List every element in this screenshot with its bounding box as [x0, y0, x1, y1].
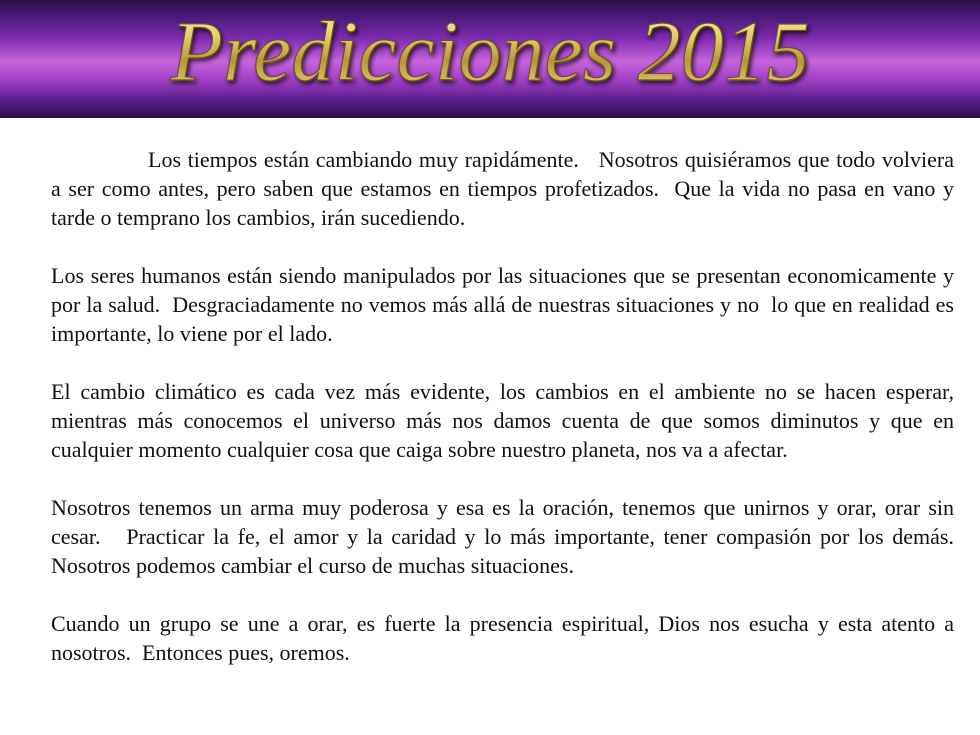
paragraph-4: Nosotros tenemos un arma muy poderosa y esa es la oración, tenemos que unirnos y orar, orar sin cesar. Practicar la fe, el amor y la caridad y lo más importante, tener compasión por los demás. Nosotros podemos cambiar el curso de muchas situaciones. — [51, 495, 965, 578]
banner-title-graphic — [0, 0, 980, 118]
article-body — [51, 145, 965, 696]
paragraph-1: Los tiempos están cambiando muy rapidámente. Nosotros quisiéramos que todo volviera a ser como antes, pero saben que estamos en tiempos profetizados. Que la vida no pasa en vano y tarde o temprano los cambios, irán sucediendo. — [51, 147, 960, 230]
paragraph-3: El cambio climático es cada vez más evidente, los cambios en el ambiente no se hacen esperar, mientras más conocemos el universo más nos damos cuenta de que somos diminutos y que en cualquier momento cualquier cosa que caiga sobre nuestro planeta, nos va a afectar. — [51, 379, 960, 462]
header-banner — [0, 0, 980, 118]
paragraph-5: Cuando un grupo se une a orar, es fuerte la presencia espiritual, Dios nos esucha y esta atento a nosotros. Entonces pues, oremos. — [51, 611, 960, 665]
paragraph-2: Los seres humanos están siendo manipulados por las situaciones que se presentan economicamente y por la salud. Desgraciadamente no vemos más allá de nuestras situaciones y no lo que en realidad es importante, lo viene por el lado. — [51, 263, 960, 346]
page-title: Predicciones 2015 — [170, 3, 810, 99]
